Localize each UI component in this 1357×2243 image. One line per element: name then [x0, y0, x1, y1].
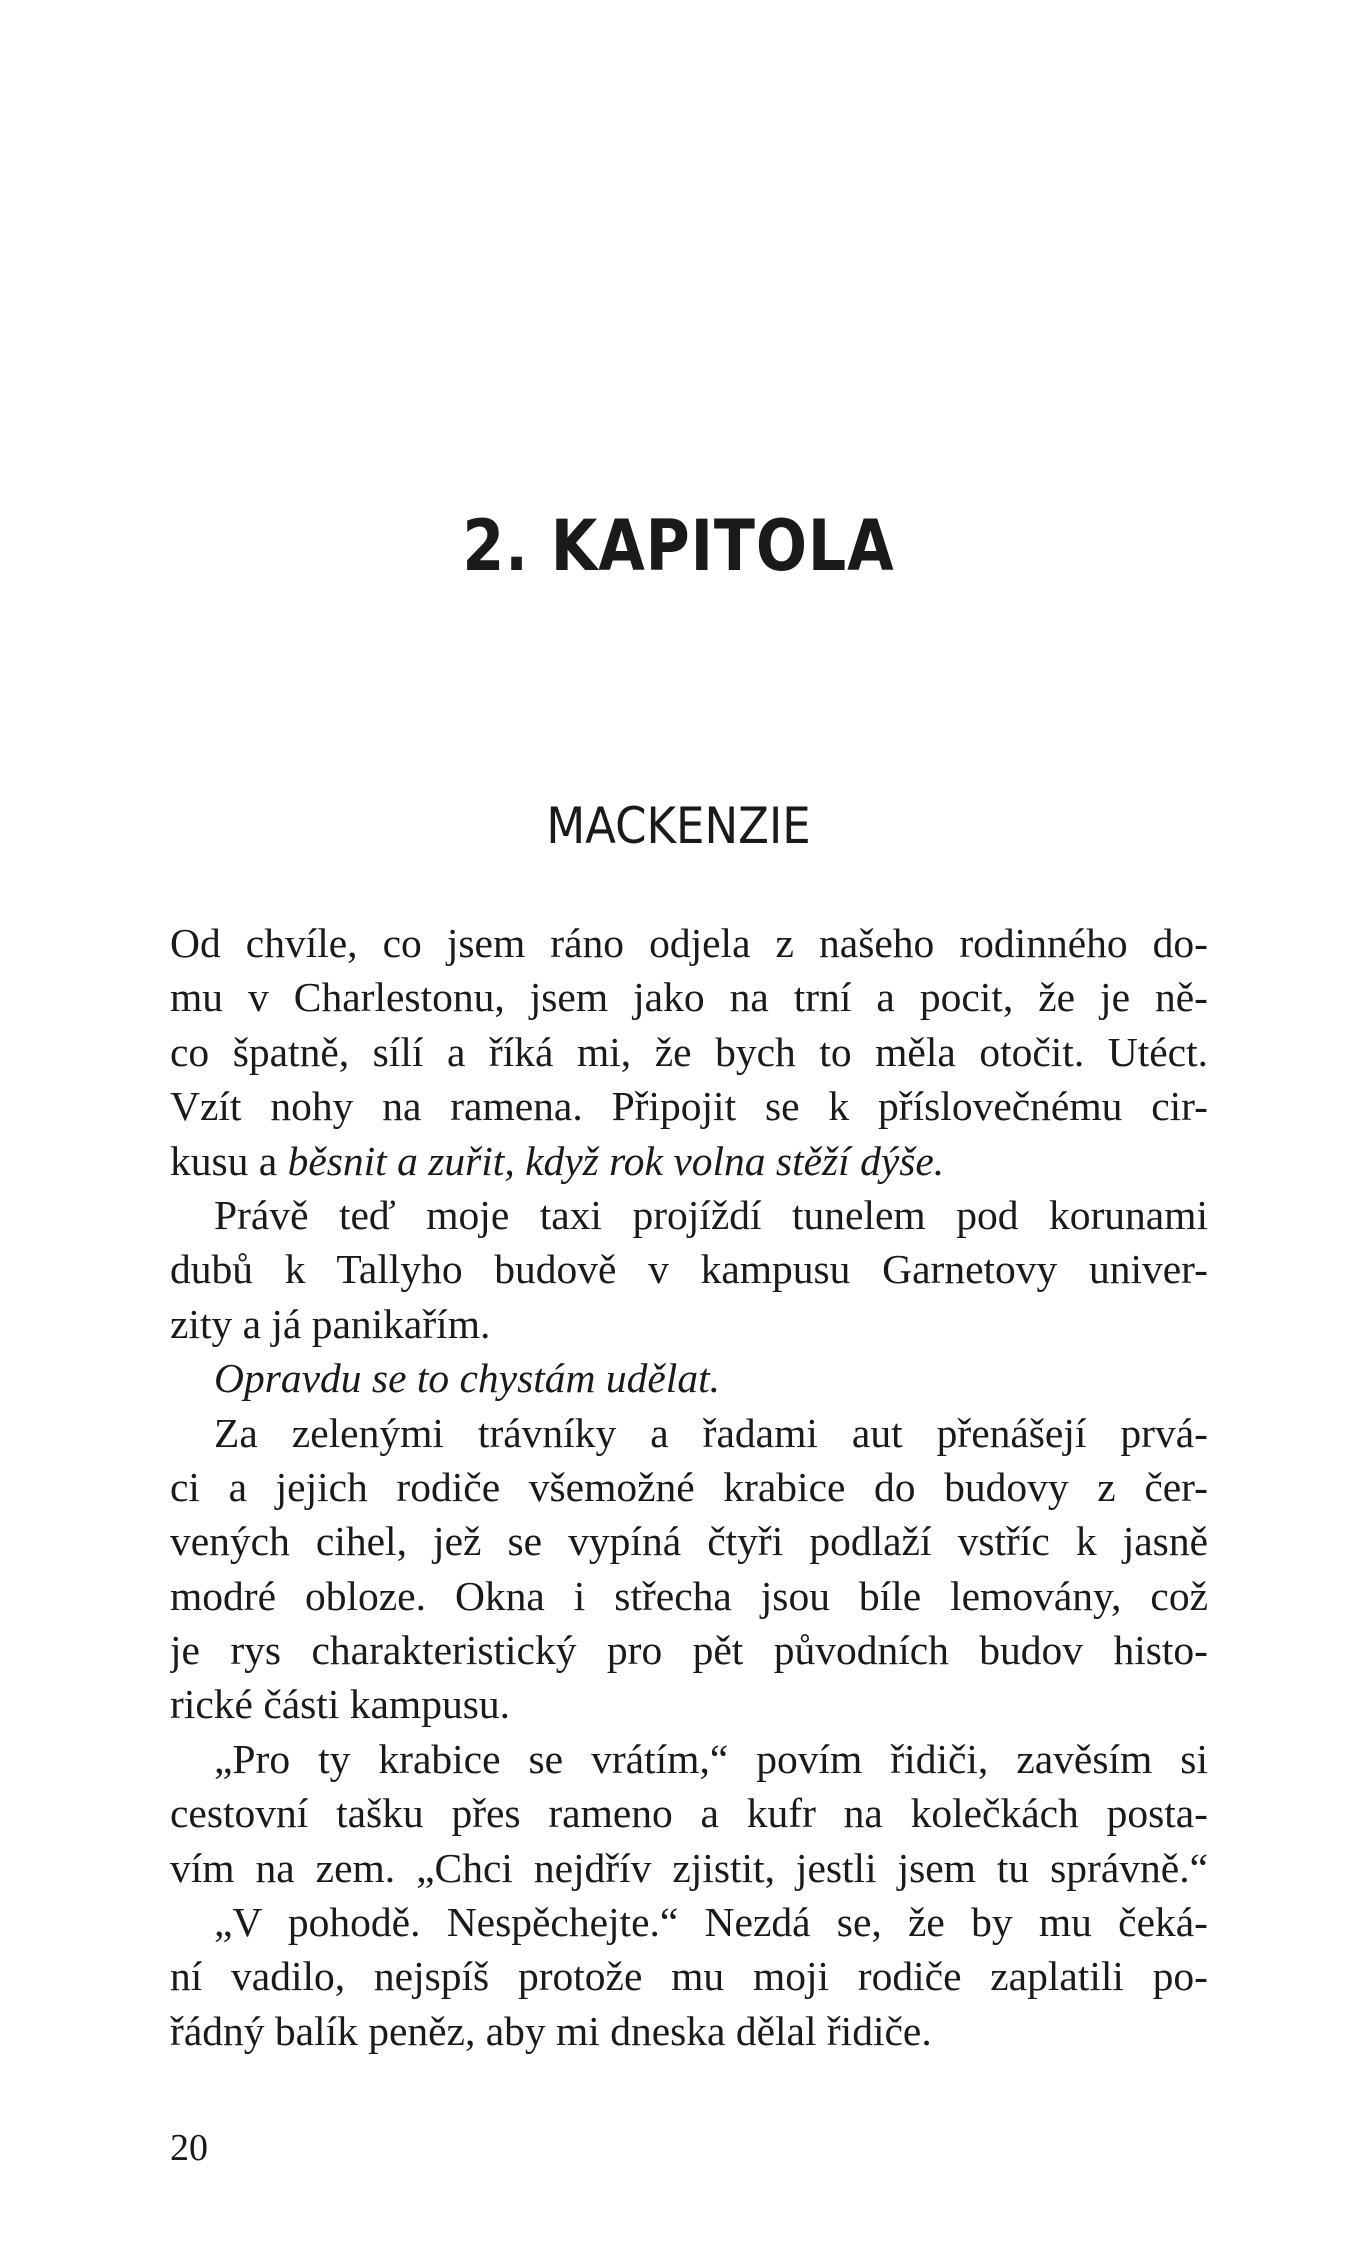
text-line: vím na zem. „Chci nejdřív zjistit, jestli jsem tu správně.“ — [170, 1844, 1208, 1891]
text-line: rické části kampusu. — [170, 1681, 510, 1728]
italic-text-line: Opravdu se to chystám udělat. — [214, 1355, 720, 1402]
text-line: řádný balík peněz, aby mi dneska dělal řidiče. — [170, 2007, 932, 2054]
chapter-subtitle: MACKENZIE — [546, 797, 811, 855]
text-line: mu v Charlestonu, jsem jako na trní a pocit, že je ně- — [170, 974, 1208, 1021]
text-line: cestovní tašku přes rameno a kufr na kolečkách posta- — [170, 1790, 1208, 1837]
text-line: modré obloze. Okna i střecha jsou bíle lemovány, což — [170, 1572, 1208, 1619]
text-line: Za zelenými trávníky a řadami aut přenášejí prvá- — [214, 1409, 1208, 1456]
text-line: Vzít nohy na ramena. Připojit se k příslovečnému cir- — [170, 1083, 1208, 1130]
text-span: kusu a — [170, 1137, 288, 1184]
text-line: ní vadilo, nejspíš protože mu moji rodiče zaplatili po- — [170, 1953, 1208, 2000]
text-line: zity a já panikařím. — [170, 1300, 491, 1347]
text-line: ci a jejich rodiče všemožné krabice do budovy z čer- — [170, 1463, 1208, 1510]
text-line: Právě teď moje taxi projíždí tunelem pod korunami — [214, 1191, 1208, 1238]
chapter-title: 2. KAPITOLA — [462, 505, 895, 587]
text-line: „Pro ty krabice se vrátím,“ povím řidiči, zavěsím si — [214, 1735, 1208, 1782]
text-line: dubů k Tallyho budově v kampusu Garnetovy univer- — [170, 1246, 1208, 1293]
text-line: „V pohodě. Nespěchejte.“ Nezdá se, že by mu čeká- — [214, 1899, 1208, 1946]
text-line: co špatně, sílí a říká mi, že bych to měla otočit. Utéct. — [170, 1028, 1208, 1075]
text-line — [170, 1134, 1208, 1188]
text-line: vených cihel, jež se vypíná čtyři podlaží vstříc k jasně — [170, 1518, 1208, 1565]
text-line: je rys charakteristický pro pět původních budov histo- — [170, 1627, 1208, 1674]
page-number: 20 — [170, 2127, 208, 2169]
body-text — [170, 916, 1208, 2058]
italic-text: běsnit a zuřit, když rok volna stěží dýše. — [287, 1137, 945, 1184]
text-line: Od chvíle, co jsem ráno odjela z našeho rodinného do- — [170, 920, 1208, 966]
